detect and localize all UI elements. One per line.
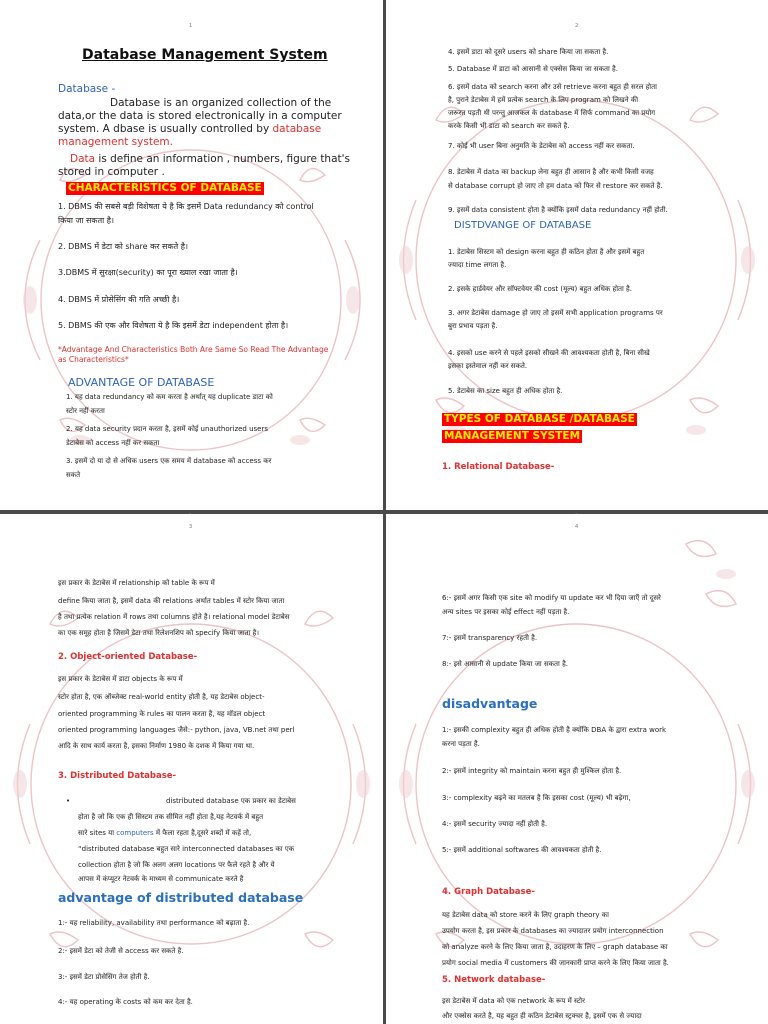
paragraph-line: collection होता है जो कि अलग अलग locations पर फैले रहते है और ये (78, 861, 275, 869)
list-item: 5:- इसमें additional softwares की आवश्यकता होती है. (442, 846, 602, 854)
section-heading: CHARACTERISTICS OF DATABASE (68, 182, 262, 194)
paragraph-line: यह डेटाबेस data को store करने के लिए graph theory का (442, 911, 609, 919)
paragraph-line: oriented programming के rules का पालन करता है, यह मॉडल object (58, 710, 266, 718)
section-heading: ADVANTAGE OF DATABASE (68, 376, 215, 389)
paragraph-line: distributed database एक प्रकार का डेटाबेस (166, 797, 296, 805)
list-item: 4:- यह operating के costs को कम कर देता है. (58, 998, 193, 1006)
definition-line: Database is an organized collection of the (110, 97, 332, 109)
page-number: 4 (575, 524, 579, 530)
paragraph-text: में फैला रहता है,दूसरे शब्दों में कहें तो, (153, 829, 252, 837)
list-item: 1. DBMS की सबसे बड़ी विशेषता ये है कि इसमें Data redundancy को control (58, 202, 314, 211)
list-item: करना पड़ता है. (442, 740, 480, 748)
document-page-4 (386, 514, 768, 1024)
list-item: 2. DBMS में डेटा को share कर सकते है। (58, 242, 188, 251)
data-definition-text: is define an information , numbers, figure that's (95, 153, 350, 165)
definition-line (58, 123, 321, 136)
list-item: 3:- complexity बढ़ने का मतलब है कि इसका cost (मूल्य) भी बढ़ेगा, (442, 794, 631, 802)
list-item: 8. डेटाबेस में data का backup लेना बहुत ही आसान है और कभी किसी वजह (448, 168, 654, 176)
list-item: 9. इसमें data consistent होता है क्योंकि इसमें data redundancy नहीं होती. (448, 206, 668, 214)
data-definition: stored in computer . (58, 166, 165, 178)
list-item: अन्य sites पर इसका कोई effect नहीं पड़ता है. (442, 608, 570, 616)
list-item: 5. डेटाबेस का size बहुत ही अधिक होता है. (448, 387, 563, 395)
list-item: 3. इसमें दो या दो से अधिक users एक समय में database को access कर (66, 457, 272, 465)
document-title: Database Management System (82, 47, 328, 63)
subsection-heading: 4. Graph Database- (442, 887, 535, 897)
page-number: 2 (575, 23, 579, 29)
list-item: 6:- इसमें अगर किसी एक site को modify या update कर भी दिया जाएँ तो दूसरे (442, 594, 661, 602)
paragraph-line: उपयोग करता है, इस प्रकार के databases का ज्यादातर प्रयोग interconnection (442, 927, 664, 935)
list-item: 4. DBMS में प्रोसेसिंग की गति अच्छी है। (58, 295, 180, 304)
definition-text: system. A dbase is usually controlled by (58, 123, 273, 135)
subsection-heading: 2. Object-oriented Database- (58, 652, 198, 662)
paragraph-line: को analyze करने के लिए किया जाता है, उदाहरण के लिए – graph database का (442, 943, 668, 951)
section-heading: MANAGEMENT SYSTEM (444, 430, 581, 442)
paragraph-line: होता है जो कि एक ही सिस्टम तक सीमित नहीं होता है,यह नेटवर्क में बहुत (78, 813, 264, 821)
paragraph-line: आपस में कंप्यूटर नेटवर्क के माध्यम से communicate करते है (78, 875, 244, 883)
list-item: 7:- इसमें transparency रहती है. (442, 634, 538, 642)
list-item: जरूरत पड़ती थी परन्तु आजकल के database में सिर्फ command का प्रयोग (448, 109, 656, 117)
document-page-3 (0, 514, 383, 1024)
paragraph-line: आदि के साथ कार्य करता है, इसका निर्माण 1980 के दशक में किया गया था. (58, 742, 255, 750)
paragraph-line: define किया जाता है, इसमें data की relations अर्थात tables में स्टोर किया जाता (58, 597, 285, 605)
data-word: Data (70, 153, 96, 165)
paragraph-line: प्रयोग social media में customers की जानकारी प्राप्त करने के लिए किया जाता है. (442, 959, 669, 967)
paragraph-line: का एक समूह होता है जिसमें डेटा तथा रिलेशनशिप को specify किया जाता है। (58, 629, 260, 637)
list-item: 7. कोई भी user बिना अनुमति के डेटाबेस को access नहीं कर सकता. (448, 142, 635, 150)
paragraph-line: इस प्रकार के डेटाबेस में डाटा objects के रूप में (58, 675, 183, 683)
list-item: 1. डेटाबेस सिस्टम को design करना बहुत ही कठिन होता है और इसमें बहुत (448, 248, 645, 256)
list-item: 4. इसमें डाटा को दूसरे users को share किया जा सकता है. (448, 48, 609, 56)
list-item: 6. इसमें data को search करना और उसे retrieve करना बहुत ही सरल होता (448, 83, 657, 91)
bullet: • (66, 797, 71, 805)
paragraph-line: oriented programming languages जैसे:- python, java, VB.net तथा perl (58, 726, 295, 734)
list-item: 2. इसके हार्डवेयर और सॉफ्टवेयर की cost (मूल्य) बहुत अधिक होता है. (448, 285, 632, 293)
page-number: 1 (189, 23, 193, 29)
paragraph-line: “distributed database बहुत सारे interconnected databases का एक (78, 845, 295, 853)
definition-line: data,or the data is stored electronically in a computer (58, 110, 342, 122)
definition-line: management system. (58, 136, 173, 148)
section-heading: advantage of distributed database (58, 890, 304, 905)
paragraph-line: और एक्सेस करते है, यह बहुत ही कठिन डेटाबेस स्ट्रक्चर है, इसमें एक से ज्यादा (442, 1012, 642, 1020)
list-item: 3:- इसमें डेटा प्रोसेसिंग तेज होती है. (58, 973, 150, 981)
subsection-heading: 1. Relational Database- (442, 462, 555, 472)
document-page-2 (386, 0, 768, 510)
list-item: 3.DBMS में सुरक्षा(security) का पूरा ख्याल रखा जाता है। (58, 268, 238, 277)
paragraph-line: इस डेटाबेस में data को एक network के रूप में स्टोर (442, 997, 585, 1005)
list-item: किया जा सकता है। (58, 216, 115, 225)
link-word: computers (116, 829, 154, 837)
section-heading: disadvantage (442, 696, 538, 711)
list-item: 5. DBMS की एक और विशेषता ये है कि इसमें डेटा independent होता है। (58, 321, 289, 330)
list-item: 2:- इसमें डेटा को तेजी से access कर सकते है. (58, 947, 184, 955)
list-item: सकते (66, 471, 81, 479)
list-item: ज्यादा time लगता है. (448, 261, 507, 269)
list-item: इसका इस्तेमाल नहीं कर सकते. (448, 362, 528, 370)
page-number: 3 (189, 524, 193, 530)
list-item: से database corrupt हो जाए तो हम data को फिर से restore कर सकते है. (448, 182, 663, 190)
list-item: 2. यह data security प्रदान करता है, इसमें कोई unauthorized users (66, 425, 269, 433)
document-page-1 (0, 0, 383, 510)
list-item: 8:- इसे आसानी से update किया जा सकता है. (442, 660, 569, 668)
definition-highlight: database (272, 123, 322, 135)
list-item: 4:- इसमें security ज्यादा नहीं होती है. (442, 820, 548, 828)
paragraph-line: स्टोर होता है, एक ऑब्जेक्ट real-world entity होती है, यह डेटाबेस object- (58, 693, 265, 701)
paragraph-line (78, 828, 251, 839)
paragraph-line: है तथा प्रत्येक relation में rows तथा columns होते है। relational model डेटाबेस (58, 613, 290, 621)
list-item: 1. यह data redundancy को कम करता है अर्थात् यह duplicate डाटा को (66, 393, 273, 401)
paragraph-line: इस प्रकार के डेटाबेस में relationship को table के रूप में (58, 579, 215, 587)
paragraph-text: सारे sites या (78, 829, 117, 837)
list-item: है, पुराने डेटाबेस में हमें प्रत्येक search के लिए program को लिखने की (448, 96, 639, 104)
list-item: स्टोर नहीं करता (66, 407, 105, 415)
note-text: as Characteristics* (58, 355, 129, 364)
list-item: 1:- इसकी complexity बहुत ही अधिक होती है क्योंकि DBA के द्वारा extra work (442, 726, 667, 734)
list-item: 5. Database में डाटा को आसानी से एक्सेस किया जा सकता है. (448, 65, 618, 73)
database-label: Database - (58, 83, 116, 95)
list-item: करके किसी भी डाटा को search कर सकते है. (448, 122, 570, 130)
list-item: बुरा प्रभाव पड़ता है. (448, 322, 498, 330)
list-item: 1:- यह reliability, availability तथा performance को बढ़ाता है. (58, 919, 250, 927)
section-heading: TYPES OF DATABASE /DATABASE (444, 413, 635, 425)
data-definition (70, 153, 350, 166)
section-heading: DISTDVANGE OF DATABASE (454, 220, 592, 231)
note-text: *Advantage And Characteristics Both Are Same So Read The Advantage (58, 345, 329, 354)
list-item: डेटाबेस को access नहीं कर सकता (66, 439, 160, 447)
list-item: 3. अगर डेटाबेस damage हो जाए तो इसमें सभी application programs पर (448, 309, 663, 317)
list-item: 2:- इसमें integrity को maintain करना बहुत ही मुश्किल होता है. (442, 767, 622, 775)
subsection-heading: 3. Distributed Database- (58, 771, 177, 781)
list-item: 4. इसको use करने से पहले इसको सीखने की आवश्यकता होती है, बिना सीखे (448, 349, 650, 357)
subsection-heading: 5. Network database- (442, 975, 546, 985)
